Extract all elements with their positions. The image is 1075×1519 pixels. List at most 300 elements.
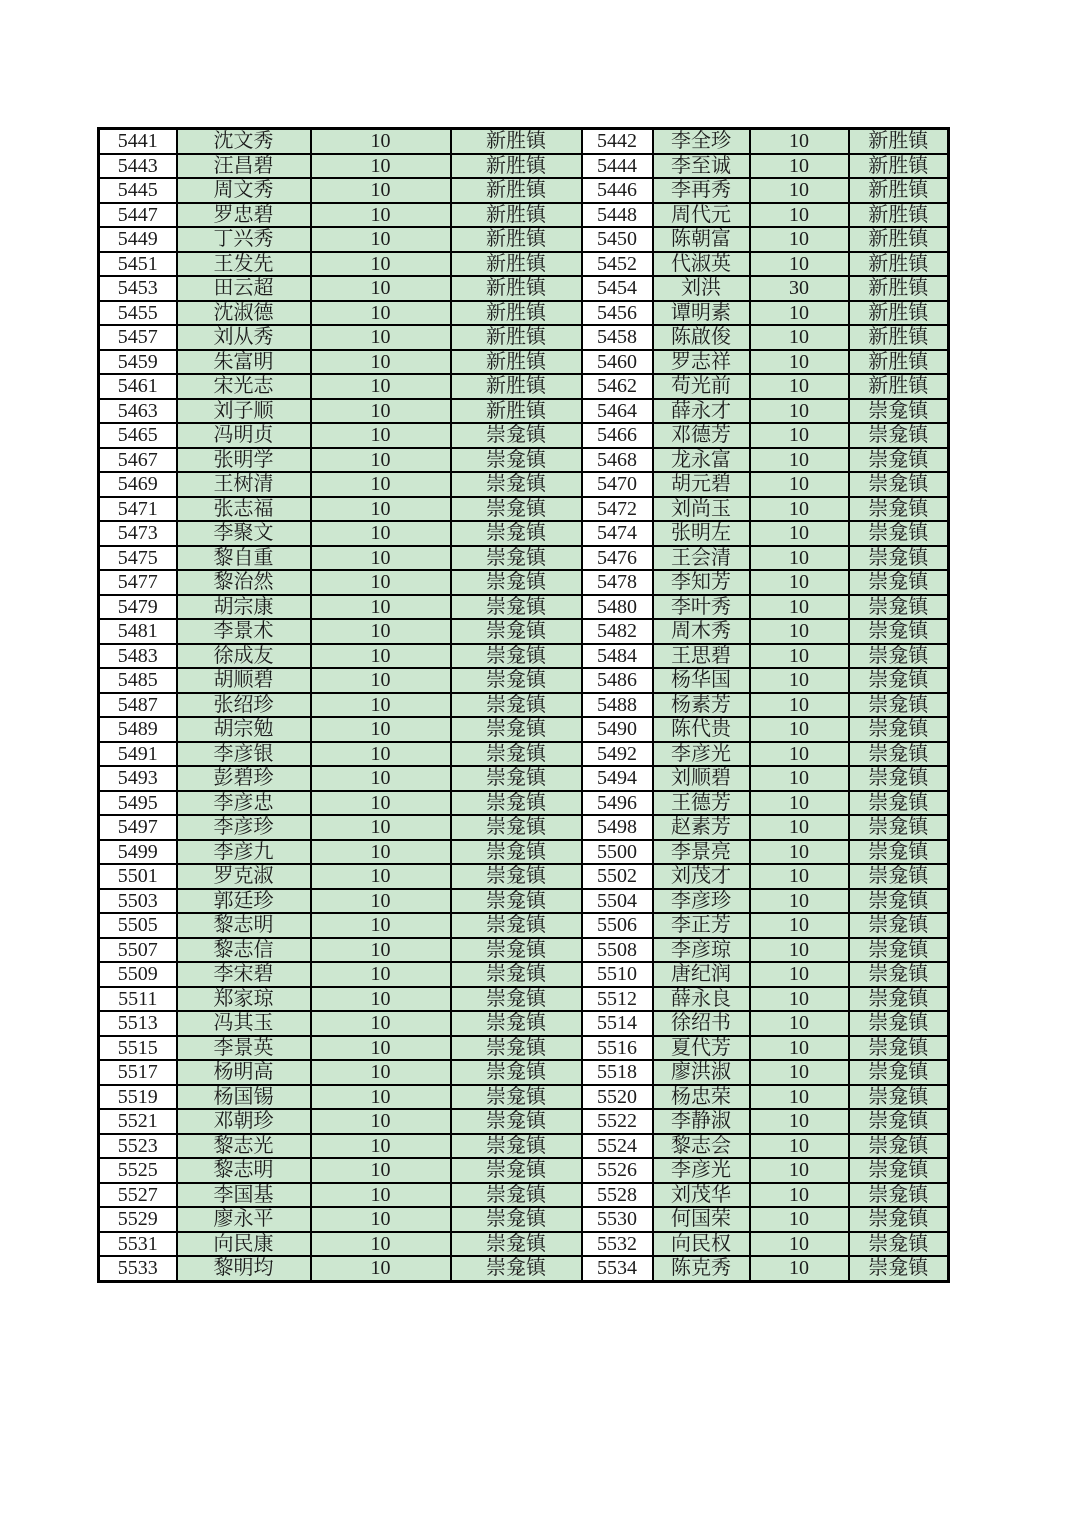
town-cell-left: 新胜镇 [451, 252, 582, 277]
town-cell-left: 崇龛镇 [451, 1060, 582, 1085]
town-cell-right: 崇龛镇 [849, 668, 949, 693]
serial-cell-left: 5533 [99, 1256, 177, 1281]
name-cell-right: 向民权 [653, 1232, 750, 1257]
town-cell-right: 新胜镇 [849, 350, 949, 375]
table-row [99, 178, 949, 203]
amount-cell-left: 10 [311, 595, 451, 620]
name-cell-right: 李彦光 [653, 742, 750, 767]
table-row [99, 399, 949, 424]
name-cell-left: 沈文秀 [177, 129, 311, 154]
amount-cell-right: 10 [750, 497, 849, 522]
name-cell-right: 李全珍 [653, 129, 750, 154]
amount-cell-left: 10 [311, 766, 451, 791]
name-cell-left: 黎志信 [177, 938, 311, 963]
amount-cell-right: 10 [750, 350, 849, 375]
amount-cell-left: 10 [311, 325, 451, 350]
serial-cell-right: 5448 [582, 203, 653, 228]
amount-cell-left: 10 [311, 1256, 451, 1281]
name-cell-right: 李彦琼 [653, 938, 750, 963]
amount-cell-left: 10 [311, 962, 451, 987]
amount-cell-right: 10 [750, 619, 849, 644]
amount-cell-left: 10 [311, 448, 451, 473]
serial-cell-right: 5490 [582, 717, 653, 742]
serial-cell-right: 5472 [582, 497, 653, 522]
table-row [99, 1207, 949, 1232]
amount-cell-left: 10 [311, 570, 451, 595]
name-cell-left: 沈淑德 [177, 301, 311, 326]
amount-cell-left: 10 [311, 1036, 451, 1061]
town-cell-right: 崇龛镇 [849, 1232, 949, 1257]
table-row [99, 350, 949, 375]
serial-cell-left: 5495 [99, 791, 177, 816]
name-cell-left: 杨国锡 [177, 1085, 311, 1110]
serial-cell-left: 5457 [99, 325, 177, 350]
amount-cell-left: 10 [311, 987, 451, 1012]
name-cell-left: 徐成友 [177, 644, 311, 669]
amount-cell-right: 10 [750, 521, 849, 546]
amount-cell-left: 10 [311, 1183, 451, 1208]
name-cell-right: 徐绍书 [653, 1011, 750, 1036]
name-cell-left: 罗忠碧 [177, 203, 311, 228]
town-cell-left: 崇龛镇 [451, 938, 582, 963]
name-cell-left: 黎明均 [177, 1256, 311, 1281]
serial-cell-right: 5492 [582, 742, 653, 767]
amount-cell-right: 10 [750, 962, 849, 987]
town-cell-right: 新胜镇 [849, 301, 949, 326]
name-cell-left: 王发先 [177, 252, 311, 277]
town-cell-right: 崇龛镇 [849, 1256, 949, 1281]
town-cell-right: 崇龛镇 [849, 889, 949, 914]
serial-cell-left: 5525 [99, 1158, 177, 1183]
name-cell-left: 刘从秀 [177, 325, 311, 350]
town-cell-left: 崇龛镇 [451, 423, 582, 448]
town-cell-right: 新胜镇 [849, 154, 949, 179]
town-cell-right: 新胜镇 [849, 252, 949, 277]
town-cell-left: 崇龛镇 [451, 864, 582, 889]
name-cell-right: 何国荣 [653, 1207, 750, 1232]
amount-cell-right: 10 [750, 987, 849, 1012]
amount-cell-left: 10 [311, 521, 451, 546]
town-cell-left: 崇龛镇 [451, 1256, 582, 1281]
beneficiary-roster-table [97, 127, 950, 1283]
name-cell-left: 向民康 [177, 1232, 311, 1257]
town-cell-left: 新胜镇 [451, 203, 582, 228]
serial-cell-left: 5455 [99, 301, 177, 326]
name-cell-left: 彭碧珍 [177, 766, 311, 791]
table-row [99, 987, 949, 1012]
amount-cell-left: 10 [311, 203, 451, 228]
name-cell-right: 刘顺碧 [653, 766, 750, 791]
amount-cell-right: 10 [750, 815, 849, 840]
serial-cell-right: 5514 [582, 1011, 653, 1036]
serial-cell-right: 5520 [582, 1085, 653, 1110]
name-cell-left: 朱富明 [177, 350, 311, 375]
town-cell-left: 崇龛镇 [451, 913, 582, 938]
amount-cell-left: 10 [311, 423, 451, 448]
town-cell-right: 新胜镇 [849, 129, 949, 154]
name-cell-left: 李彦银 [177, 742, 311, 767]
name-cell-right: 李正芳 [653, 913, 750, 938]
amount-cell-right: 10 [750, 227, 849, 252]
amount-cell-right: 10 [750, 717, 849, 742]
serial-cell-right: 5518 [582, 1060, 653, 1085]
serial-cell-left: 5447 [99, 203, 177, 228]
amount-cell-left: 10 [311, 938, 451, 963]
town-cell-right: 崇龛镇 [849, 472, 949, 497]
table-row [99, 1183, 949, 1208]
town-cell-right: 崇龛镇 [849, 1060, 949, 1085]
amount-cell-left: 10 [311, 1109, 451, 1134]
serial-cell-right: 5470 [582, 472, 653, 497]
town-cell-left: 新胜镇 [451, 350, 582, 375]
town-cell-right: 崇龛镇 [849, 987, 949, 1012]
amount-cell-right: 10 [750, 1207, 849, 1232]
amount-cell-right: 10 [750, 129, 849, 154]
amount-cell-right: 10 [750, 374, 849, 399]
serial-cell-right: 5494 [582, 766, 653, 791]
table-row [99, 1158, 949, 1183]
serial-cell-left: 5493 [99, 766, 177, 791]
amount-cell-right: 10 [750, 1060, 849, 1085]
name-cell-right: 苟光前 [653, 374, 750, 399]
name-cell-right: 周代元 [653, 203, 750, 228]
name-cell-right: 龙永富 [653, 448, 750, 473]
serial-cell-right: 5460 [582, 350, 653, 375]
name-cell-left: 张绍珍 [177, 693, 311, 718]
amount-cell-left: 10 [311, 497, 451, 522]
town-cell-left: 崇龛镇 [451, 521, 582, 546]
amount-cell-right: 10 [750, 693, 849, 718]
name-cell-left: 李聚文 [177, 521, 311, 546]
town-cell-right: 崇龛镇 [849, 864, 949, 889]
name-cell-left: 李彦珍 [177, 815, 311, 840]
serial-cell-right: 5512 [582, 987, 653, 1012]
name-cell-right: 黎志会 [653, 1134, 750, 1159]
town-cell-right: 崇龛镇 [849, 399, 949, 424]
name-cell-right: 刘洪 [653, 276, 750, 301]
amount-cell-right: 10 [750, 1232, 849, 1257]
table-row [99, 374, 949, 399]
table-row [99, 595, 949, 620]
name-cell-right: 谭明素 [653, 301, 750, 326]
serial-cell-right: 5484 [582, 644, 653, 669]
town-cell-right: 崇龛镇 [849, 448, 949, 473]
name-cell-right: 唐纪润 [653, 962, 750, 987]
amount-cell-left: 10 [311, 374, 451, 399]
amount-cell-right: 10 [750, 668, 849, 693]
name-cell-left: 李景英 [177, 1036, 311, 1061]
amount-cell-left: 10 [311, 472, 451, 497]
serial-cell-left: 5459 [99, 350, 177, 375]
table-row [99, 497, 949, 522]
town-cell-left: 崇龛镇 [451, 1134, 582, 1159]
town-cell-right: 崇龛镇 [849, 791, 949, 816]
serial-cell-right: 5534 [582, 1256, 653, 1281]
town-cell-right: 崇龛镇 [849, 693, 949, 718]
serial-cell-right: 5498 [582, 815, 653, 840]
name-cell-left: 黎自重 [177, 546, 311, 571]
amount-cell-right: 10 [750, 864, 849, 889]
name-cell-right: 李再秀 [653, 178, 750, 203]
table-row [99, 619, 949, 644]
name-cell-right: 李叶秀 [653, 595, 750, 620]
name-cell-right: 代淑英 [653, 252, 750, 277]
serial-cell-right: 5516 [582, 1036, 653, 1061]
serial-cell-right: 5442 [582, 129, 653, 154]
amount-cell-right: 10 [750, 301, 849, 326]
amount-cell-left: 10 [311, 252, 451, 277]
amount-cell-right: 10 [750, 472, 849, 497]
amount-cell-right: 10 [750, 423, 849, 448]
town-cell-left: 崇龛镇 [451, 1158, 582, 1183]
name-cell-left: 张志福 [177, 497, 311, 522]
amount-cell-left: 10 [311, 276, 451, 301]
name-cell-left: 廖永平 [177, 1207, 311, 1232]
table-row [99, 791, 949, 816]
amount-cell-right: 10 [750, 546, 849, 571]
table-row [99, 129, 949, 154]
name-cell-right: 刘尚玉 [653, 497, 750, 522]
table-row [99, 913, 949, 938]
serial-cell-left: 5449 [99, 227, 177, 252]
table-row [99, 717, 949, 742]
serial-cell-right: 5474 [582, 521, 653, 546]
table-row [99, 1134, 949, 1159]
serial-cell-right: 5478 [582, 570, 653, 595]
town-cell-right: 新胜镇 [849, 374, 949, 399]
table-row [99, 644, 949, 669]
amount-cell-left: 10 [311, 1207, 451, 1232]
town-cell-left: 崇龛镇 [451, 497, 582, 522]
town-cell-right: 崇龛镇 [849, 423, 949, 448]
town-cell-right: 崇龛镇 [849, 913, 949, 938]
amount-cell-right: 30 [750, 276, 849, 301]
town-cell-right: 崇龛镇 [849, 742, 949, 767]
town-cell-left: 崇龛镇 [451, 668, 582, 693]
serial-cell-left: 5467 [99, 448, 177, 473]
name-cell-right: 李至诚 [653, 154, 750, 179]
name-cell-right: 陈啟俊 [653, 325, 750, 350]
serial-cell-left: 5489 [99, 717, 177, 742]
amount-cell-left: 10 [311, 227, 451, 252]
amount-cell-left: 10 [311, 1060, 451, 1085]
name-cell-right: 王德芳 [653, 791, 750, 816]
town-cell-left: 崇龛镇 [451, 742, 582, 767]
town-cell-right: 新胜镇 [849, 178, 949, 203]
amount-cell-right: 10 [750, 1085, 849, 1110]
table-row [99, 766, 949, 791]
town-cell-right: 崇龛镇 [849, 962, 949, 987]
name-cell-right: 张明左 [653, 521, 750, 546]
name-cell-left: 胡宗康 [177, 595, 311, 620]
town-cell-left: 崇龛镇 [451, 1183, 582, 1208]
serial-cell-right: 5454 [582, 276, 653, 301]
amount-cell-left: 10 [311, 1158, 451, 1183]
town-cell-left: 崇龛镇 [451, 766, 582, 791]
town-cell-left: 崇龛镇 [451, 840, 582, 865]
amount-cell-right: 10 [750, 938, 849, 963]
amount-cell-left: 10 [311, 350, 451, 375]
name-cell-right: 罗志祥 [653, 350, 750, 375]
town-cell-left: 崇龛镇 [451, 1232, 582, 1257]
name-cell-right: 杨忠荣 [653, 1085, 750, 1110]
name-cell-right: 陈代贵 [653, 717, 750, 742]
town-cell-left: 崇龛镇 [451, 546, 582, 571]
town-cell-left: 新胜镇 [451, 276, 582, 301]
name-cell-left: 李景术 [177, 619, 311, 644]
amount-cell-left: 10 [311, 791, 451, 816]
serial-cell-left: 5461 [99, 374, 177, 399]
name-cell-left: 张明学 [177, 448, 311, 473]
town-cell-left: 崇龛镇 [451, 1011, 582, 1036]
table-row [99, 1011, 949, 1036]
table-row [99, 1060, 949, 1085]
serial-cell-left: 5503 [99, 889, 177, 914]
name-cell-left: 胡顺碧 [177, 668, 311, 693]
town-cell-left: 崇龛镇 [451, 1207, 582, 1232]
serial-cell-right: 5480 [582, 595, 653, 620]
amount-cell-left: 10 [311, 840, 451, 865]
table-row [99, 815, 949, 840]
town-cell-left: 崇龛镇 [451, 962, 582, 987]
serial-cell-right: 5528 [582, 1183, 653, 1208]
amount-cell-right: 10 [750, 570, 849, 595]
name-cell-right: 杨素芳 [653, 693, 750, 718]
amount-cell-right: 10 [750, 1109, 849, 1134]
town-cell-right: 崇龛镇 [849, 717, 949, 742]
town-cell-right: 新胜镇 [849, 203, 949, 228]
table-row [99, 668, 949, 693]
name-cell-right: 邓德芳 [653, 423, 750, 448]
serial-cell-right: 5488 [582, 693, 653, 718]
table-row [99, 1232, 949, 1257]
table-row [99, 448, 949, 473]
serial-cell-right: 5504 [582, 889, 653, 914]
town-cell-right: 崇龛镇 [849, 840, 949, 865]
town-cell-right: 崇龛镇 [849, 1134, 949, 1159]
serial-cell-right: 5508 [582, 938, 653, 963]
name-cell-left: 黎志光 [177, 1134, 311, 1159]
amount-cell-left: 10 [311, 1134, 451, 1159]
serial-cell-left: 5523 [99, 1134, 177, 1159]
name-cell-left: 胡宗勉 [177, 717, 311, 742]
table-row [99, 276, 949, 301]
name-cell-right: 薛永才 [653, 399, 750, 424]
serial-cell-right: 5532 [582, 1232, 653, 1257]
amount-cell-left: 10 [311, 129, 451, 154]
name-cell-right: 刘茂才 [653, 864, 750, 889]
town-cell-left: 新胜镇 [451, 178, 582, 203]
town-cell-right: 崇龛镇 [849, 644, 949, 669]
serial-cell-right: 5530 [582, 1207, 653, 1232]
serial-cell-left: 5511 [99, 987, 177, 1012]
serial-cell-right: 5444 [582, 154, 653, 179]
serial-cell-left: 5497 [99, 815, 177, 840]
town-cell-left: 崇龛镇 [451, 595, 582, 620]
town-cell-left: 新胜镇 [451, 301, 582, 326]
town-cell-left: 崇龛镇 [451, 448, 582, 473]
name-cell-right: 胡元碧 [653, 472, 750, 497]
name-cell-right: 薛永良 [653, 987, 750, 1012]
serial-cell-left: 5521 [99, 1109, 177, 1134]
town-cell-left: 崇龛镇 [451, 815, 582, 840]
name-cell-left: 王树清 [177, 472, 311, 497]
serial-cell-left: 5485 [99, 668, 177, 693]
serial-cell-right: 5446 [582, 178, 653, 203]
name-cell-left: 汪昌碧 [177, 154, 311, 179]
name-cell-right: 李静淑 [653, 1109, 750, 1134]
town-cell-left: 崇龛镇 [451, 1109, 582, 1134]
table-body [99, 129, 949, 1282]
amount-cell-left: 10 [311, 1232, 451, 1257]
town-cell-left: 新胜镇 [451, 399, 582, 424]
serial-cell-left: 5469 [99, 472, 177, 497]
town-cell-left: 新胜镇 [451, 129, 582, 154]
amount-cell-right: 10 [750, 1134, 849, 1159]
serial-cell-right: 5506 [582, 913, 653, 938]
amount-cell-right: 10 [750, 1158, 849, 1183]
town-cell-left: 新胜镇 [451, 227, 582, 252]
serial-cell-right: 5450 [582, 227, 653, 252]
amount-cell-left: 10 [311, 301, 451, 326]
name-cell-right: 杨华国 [653, 668, 750, 693]
amount-cell-left: 10 [311, 644, 451, 669]
serial-cell-left: 5463 [99, 399, 177, 424]
name-cell-left: 邓朝珍 [177, 1109, 311, 1134]
serial-cell-left: 5491 [99, 742, 177, 767]
amount-cell-right: 10 [750, 154, 849, 179]
serial-cell-left: 5445 [99, 178, 177, 203]
serial-cell-left: 5487 [99, 693, 177, 718]
town-cell-left: 崇龛镇 [451, 889, 582, 914]
serial-cell-left: 5509 [99, 962, 177, 987]
town-cell-left: 崇龛镇 [451, 791, 582, 816]
table-row [99, 840, 949, 865]
name-cell-left: 丁兴秀 [177, 227, 311, 252]
table-row [99, 325, 949, 350]
table-row [99, 742, 949, 767]
amount-cell-right: 10 [750, 766, 849, 791]
name-cell-right: 刘茂华 [653, 1183, 750, 1208]
name-cell-right: 夏代芳 [653, 1036, 750, 1061]
table-row [99, 521, 949, 546]
serial-cell-right: 5510 [582, 962, 653, 987]
serial-cell-left: 5515 [99, 1036, 177, 1061]
town-cell-right: 崇龛镇 [849, 1109, 949, 1134]
name-cell-left: 黎治然 [177, 570, 311, 595]
town-cell-left: 崇龛镇 [451, 619, 582, 644]
serial-cell-right: 5502 [582, 864, 653, 889]
town-cell-right: 新胜镇 [849, 276, 949, 301]
town-cell-right: 崇龛镇 [849, 521, 949, 546]
amount-cell-left: 10 [311, 1011, 451, 1036]
name-cell-right: 赵素芳 [653, 815, 750, 840]
table-row [99, 693, 949, 718]
amount-cell-left: 10 [311, 742, 451, 767]
serial-cell-left: 5453 [99, 276, 177, 301]
amount-cell-right: 10 [750, 644, 849, 669]
name-cell-right: 周木秀 [653, 619, 750, 644]
town-cell-left: 崇龛镇 [451, 644, 582, 669]
name-cell-right: 王思碧 [653, 644, 750, 669]
amount-cell-right: 10 [750, 203, 849, 228]
name-cell-left: 李彦九 [177, 840, 311, 865]
serial-cell-right: 5452 [582, 252, 653, 277]
name-cell-left: 郑家琼 [177, 987, 311, 1012]
town-cell-right: 新胜镇 [849, 227, 949, 252]
town-cell-right: 崇龛镇 [849, 546, 949, 571]
name-cell-right: 廖洪淑 [653, 1060, 750, 1085]
